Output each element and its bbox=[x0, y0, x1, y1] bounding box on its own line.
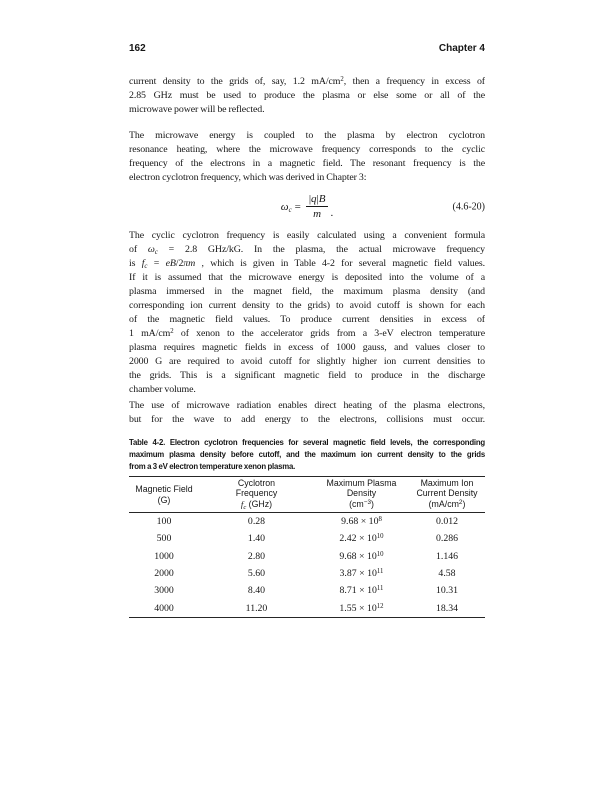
text-segment: current density to the grids of, say, 1.2 mA/cm bbox=[129, 76, 341, 87]
header-line bbox=[314, 499, 409, 512]
table-row bbox=[129, 513, 485, 530]
text-line: corresponding ion current density to the grids) to avoid cutoff is shown for each bbox=[129, 300, 485, 311]
cell-magnetic-field: 2000 bbox=[154, 568, 174, 580]
cell-cyclotron-frequency: 0.28 bbox=[247, 516, 266, 528]
unit-label: (GHz) bbox=[246, 498, 273, 509]
value-base: 1.55 × 10 bbox=[339, 602, 377, 614]
column-header-magnetic-field bbox=[129, 484, 199, 505]
table-body bbox=[129, 513, 485, 617]
caption-line: from a 3 eV electron temperature xenon plasma. bbox=[129, 462, 296, 471]
page-number: 162 bbox=[129, 43, 146, 54]
table-caption bbox=[129, 437, 485, 473]
header-line: Density bbox=[346, 488, 377, 499]
paragraph-1 bbox=[129, 75, 485, 117]
header-line: Cyclotron bbox=[237, 477, 276, 488]
text-line: 2.85 GHz must be used to produce the plasma or else some or all of the bbox=[129, 90, 485, 101]
cell-maximum-plasma-density bbox=[314, 516, 409, 527]
text-segment: of xenon to the accelerator grids from a 3-eV electron temperature bbox=[173, 328, 485, 339]
exponent: 2 bbox=[170, 327, 174, 335]
cell-cyclotron-frequency: 8.40 bbox=[247, 585, 266, 597]
frequency-subscript: c bbox=[144, 263, 148, 271]
cell-magnetic-field: 3000 bbox=[154, 585, 174, 597]
text-line bbox=[129, 243, 485, 257]
value-base: 9.68 × 10 bbox=[341, 516, 379, 528]
charge-symbol: q bbox=[311, 193, 317, 205]
header-line: Current Density bbox=[416, 488, 478, 499]
cell-cyclotron-frequency: 11.20 bbox=[245, 602, 268, 614]
text-line: resonance heating, where the microwave frequency corresponds to the cyclic bbox=[129, 144, 485, 155]
exponent: 11 bbox=[376, 585, 384, 593]
header-line: Frequency bbox=[235, 488, 278, 499]
cell-maximum-plasma-density bbox=[314, 603, 409, 614]
cell-maximum-ion-current-density: 10.31 bbox=[435, 585, 459, 597]
column-header-cyclotron-frequency bbox=[199, 478, 314, 512]
text-line: plasma requires magnetic fields in excess of 1000 gauss, and values closer to bbox=[129, 342, 485, 353]
table-row bbox=[129, 530, 485, 547]
fraction-denominator: m bbox=[313, 208, 322, 220]
cell-magnetic-field: 1000 bbox=[154, 550, 174, 562]
text-line: 2000 G are required to avoid cutoff for slightly higher ion current densities to bbox=[129, 356, 485, 367]
unit-label: ) bbox=[370, 498, 374, 509]
omega-subscript: c bbox=[288, 207, 292, 215]
paragraph-3 bbox=[129, 229, 485, 397]
text-segment: /2 bbox=[175, 258, 184, 269]
value-base: 3.87 × 10 bbox=[339, 568, 377, 580]
text-segment: = bbox=[147, 258, 166, 269]
cell-maximum-ion-current-density: 0.286 bbox=[435, 533, 459, 545]
table-row bbox=[129, 565, 485, 582]
cell-magnetic-field: 500 bbox=[156, 533, 172, 545]
math-term: eB bbox=[165, 258, 176, 269]
text-segment: = 2.8 GHz/kG. In the plasma, the actual microwave frequency bbox=[157, 244, 485, 255]
paragraph-2 bbox=[129, 129, 485, 185]
text-line: of the magnetic field values. To produce current densities in excess of bbox=[129, 314, 485, 325]
page-body bbox=[129, 75, 485, 618]
equation-number: (4.6-20) bbox=[452, 201, 485, 213]
unit-label: (cm bbox=[349, 498, 364, 509]
cell-maximum-ion-current-density: 18.34 bbox=[435, 602, 459, 614]
chapter-title: Chapter 4 bbox=[438, 43, 485, 54]
cell-maximum-plasma-density bbox=[314, 585, 409, 596]
omega-subscript: c bbox=[154, 249, 158, 257]
cell-maximum-ion-current-density: 1.146 bbox=[435, 550, 459, 562]
text-line bbox=[129, 75, 485, 89]
table-row bbox=[129, 548, 485, 565]
header-line: Maximum Ion bbox=[420, 477, 474, 488]
frequency-subscript: c bbox=[243, 503, 247, 511]
cell-maximum-plasma-density bbox=[314, 533, 409, 544]
table-row bbox=[129, 582, 485, 599]
header-line: Maximum Plasma bbox=[326, 477, 397, 488]
text-line: The use of microwave radiation enables direct heating of the plasma electrons, bbox=[129, 400, 485, 411]
table-bottom-rule bbox=[129, 617, 485, 618]
equation-period: . bbox=[330, 207, 334, 219]
text-line: The microwave energy is coupled to the plasma by electron cyclotron bbox=[129, 130, 485, 141]
text-line: electron cyclotron frequency, which was derived in Chapter 3: bbox=[129, 172, 367, 183]
text-segment: of bbox=[129, 244, 148, 255]
exponent: 11 bbox=[376, 568, 384, 576]
cell-cyclotron-frequency: 1.40 bbox=[247, 533, 266, 545]
omega-symbol bbox=[281, 201, 292, 213]
header-line bbox=[409, 499, 485, 512]
text-line bbox=[129, 257, 485, 271]
text-line: frequency of the electrons in a magnetic field. The resonant frequency is the bbox=[129, 158, 485, 169]
unit-label: (mA/cm bbox=[428, 498, 459, 509]
text-line: The cyclic cyclotron frequency is easily calculated using a convenient formula bbox=[129, 230, 485, 241]
cell-maximum-plasma-density bbox=[314, 568, 409, 579]
fraction bbox=[306, 194, 329, 220]
exponent: 2 bbox=[458, 499, 463, 506]
cell-cyclotron-frequency: 5.60 bbox=[247, 568, 266, 580]
header-line: (G) bbox=[157, 494, 171, 505]
text-line: plasma immersed in the magnet field, the maximum plasma density (and bbox=[129, 286, 485, 297]
text-line: but for the wave to add energy to the electrons, collisions must occur. bbox=[129, 414, 485, 425]
text-line: If it is assumed that the microwave energy is deposited into the volume of a bbox=[129, 272, 485, 283]
text-segment: is bbox=[129, 258, 142, 269]
text-segment: , then a frequency in excess of bbox=[343, 76, 485, 87]
equals-sign: = bbox=[294, 201, 301, 213]
header-line bbox=[199, 499, 314, 512]
text-line: microwave power will be reflected. bbox=[129, 104, 265, 115]
exponent: 10 bbox=[376, 550, 384, 558]
cell-cyclotron-frequency: 2.80 bbox=[247, 550, 266, 562]
value-base: 9.68 × 10 bbox=[339, 550, 377, 562]
text-line: the grids. This is a significant magnetic field to produce in the discharge bbox=[129, 370, 485, 381]
caption-line: maximum plasma density before cutoff, and the maximum ion current density to the grids bbox=[129, 450, 485, 459]
omega-symbol: ω bbox=[147, 244, 155, 255]
exponent: 12 bbox=[376, 602, 384, 610]
exponent: −3 bbox=[363, 499, 371, 506]
value-base: 2.42 × 10 bbox=[339, 533, 377, 545]
cell-maximum-ion-current-density: 0.012 bbox=[435, 516, 459, 528]
table-header-row bbox=[129, 477, 485, 512]
frequency-symbol: f bbox=[240, 498, 244, 509]
bar-glyph: | bbox=[316, 193, 319, 205]
text-segment: , which is given in Table 4-2 for several magnetic field values. bbox=[195, 258, 485, 269]
text-line bbox=[129, 327, 485, 341]
frequency-symbol: f bbox=[141, 258, 145, 269]
value-base: 8.71 × 10 bbox=[339, 585, 377, 597]
caption-line: Table 4-2. Electron cyclotron frequencies for several magnetic field levels, the corresponding bbox=[129, 438, 485, 447]
exponent: 2 bbox=[340, 75, 344, 83]
header-line: Magnetic Field bbox=[135, 483, 193, 494]
omega-glyph: ω bbox=[280, 201, 289, 213]
math-term: πm bbox=[183, 258, 196, 269]
cell-maximum-plasma-density bbox=[314, 551, 409, 562]
exponent: 8 bbox=[378, 516, 382, 524]
table-4-2 bbox=[129, 476, 485, 618]
column-header-maximum-plasma-density bbox=[314, 478, 409, 512]
fraction-numerator bbox=[306, 194, 329, 207]
column-header-maximum-ion-current-density bbox=[409, 478, 485, 512]
cell-magnetic-field: 100 bbox=[156, 516, 172, 528]
running-head bbox=[129, 43, 485, 54]
bar-glyph: | bbox=[308, 193, 312, 205]
cell-maximum-ion-current-density: 4.58 bbox=[438, 568, 456, 580]
text-line: chamber volume. bbox=[129, 384, 196, 395]
text-segment: 1 mA/cm bbox=[129, 328, 171, 339]
cell-magnetic-field: 4000 bbox=[154, 602, 174, 614]
equation-4-6-20 bbox=[129, 185, 485, 229]
exponent: 10 bbox=[376, 533, 384, 541]
unit-label: ) bbox=[462, 498, 466, 509]
field-symbol: B bbox=[318, 193, 326, 205]
paragraph-4 bbox=[129, 399, 485, 427]
equation-expression bbox=[281, 194, 333, 220]
table-row bbox=[129, 599, 485, 616]
